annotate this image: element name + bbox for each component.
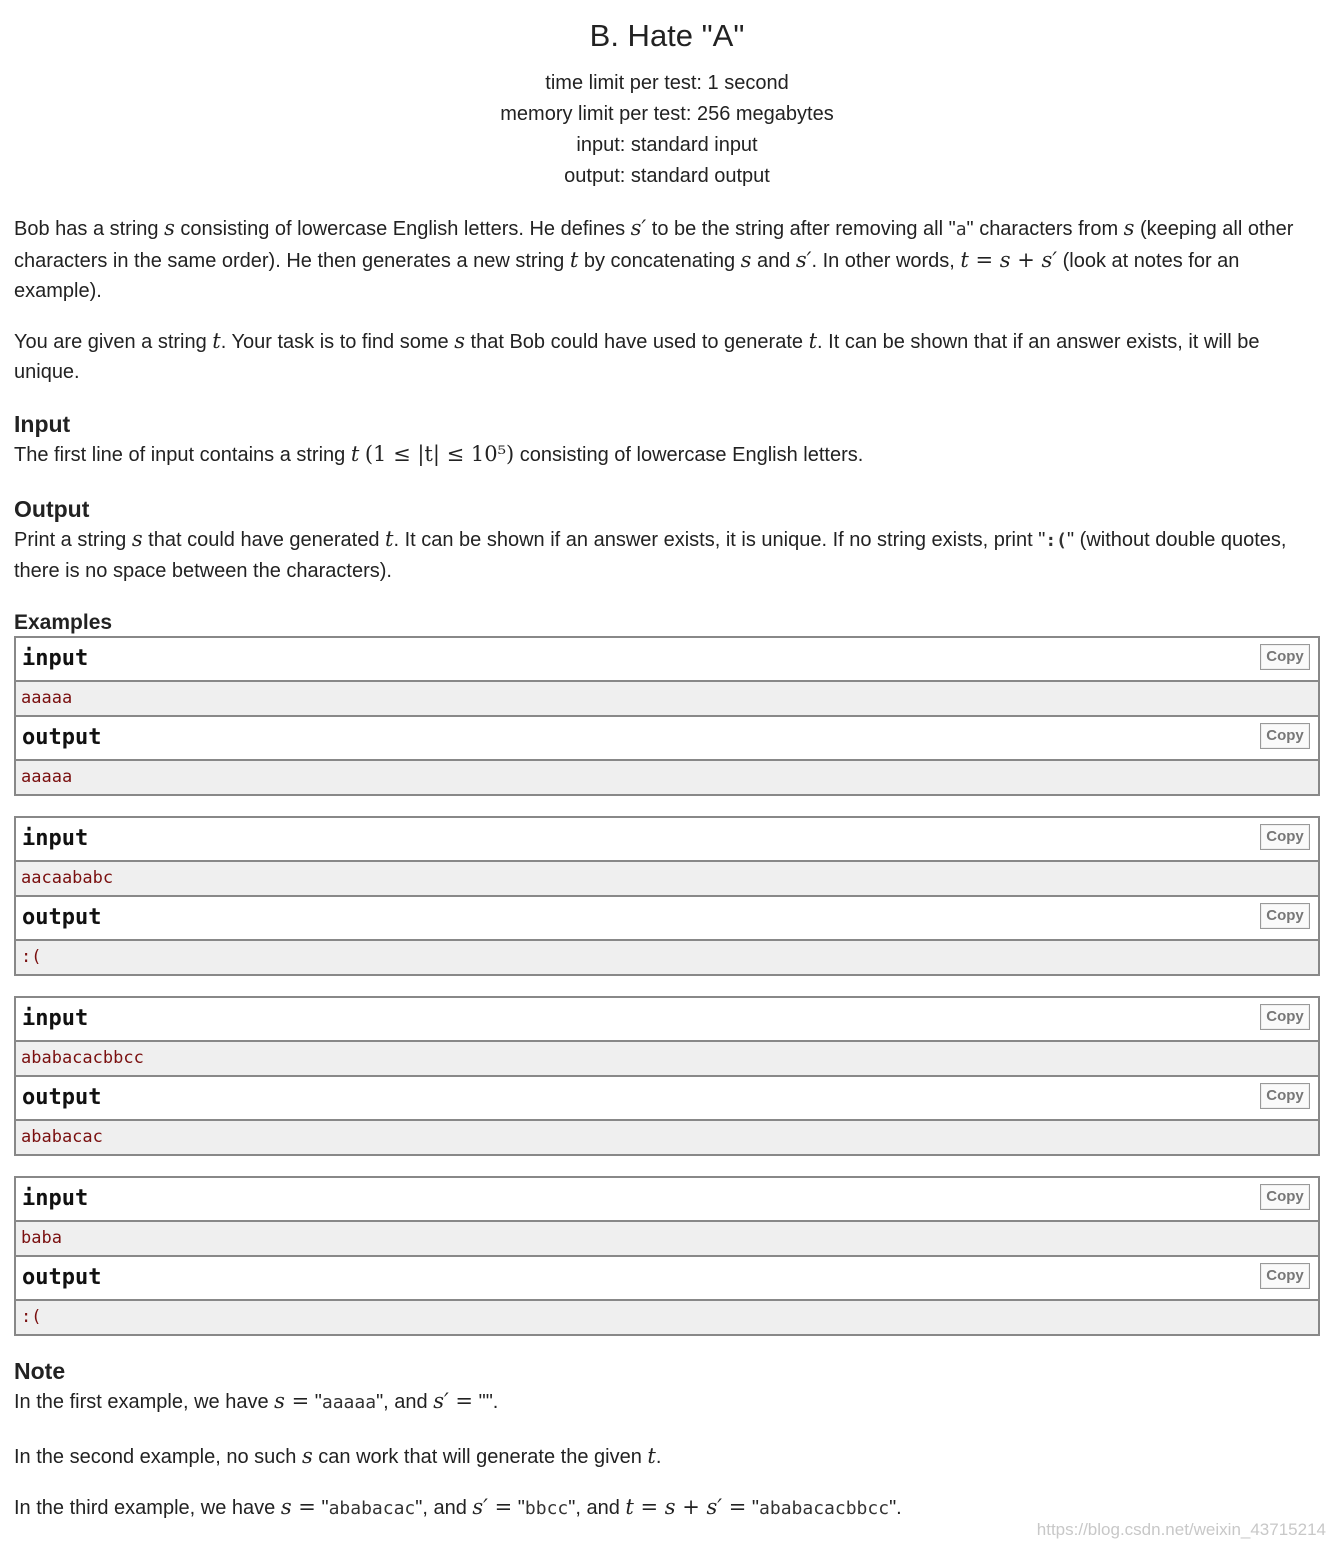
- copy-input-button[interactable]: Copy: [1260, 1004, 1310, 1030]
- copy-output-button[interactable]: Copy: [1260, 903, 1310, 929]
- example-output-value: ababacac: [16, 1121, 1318, 1154]
- watermark: https://blog.csdn.net/weixin_43715214: [1036, 1520, 1326, 1539]
- example-block: [14, 996, 1320, 1156]
- example-output-header: [16, 1077, 1318, 1121]
- statement-paragraph-1: Bob has a string s consisting of lowercase English letters. He defines s′ to be the string after removing all "a" characters from s (keeping all other characters in the same order). He then generates a new string t by concatenating s and s′. In other words, t = s + s′ (look at notes for an example).: [14, 216, 1294, 302]
- example-block: [14, 816, 1320, 976]
- example-input-label: input: [22, 1006, 89, 1031]
- copy-input-button[interactable]: Copy: [1260, 824, 1310, 850]
- input-section-title: Input: [14, 411, 71, 437]
- example-input-label: input: [22, 826, 89, 851]
- copy-input-button[interactable]: Copy: [1260, 1184, 1310, 1210]
- example-output-label: output: [22, 1265, 102, 1290]
- example-output-header: [16, 1257, 1318, 1301]
- copy-output-button[interactable]: Copy: [1260, 1083, 1310, 1109]
- example-output-header: [16, 717, 1318, 761]
- problem-title: B. Hate "A": [589, 18, 745, 53]
- example-output-value: aaaaa: [16, 761, 1318, 794]
- example-input-header: [16, 998, 1318, 1042]
- example-input-value: baba: [16, 1222, 1318, 1257]
- note-paragraph-1: In the first example, we have s = "aaaaa", and s′ = "".: [14, 1389, 499, 1413]
- examples-title: Examples: [14, 611, 113, 634]
- copy-input-button[interactable]: Copy: [1260, 644, 1310, 670]
- example-input-value: aaaaa: [16, 682, 1318, 717]
- note-paragraph-3: In the third example, we have s = "ababacac", and s′ = "bbcc", and t = s + s′ = "ababacacbbcc".: [14, 1495, 902, 1519]
- example-input-label: input: [22, 646, 89, 671]
- note-title: Note: [14, 1358, 66, 1384]
- output-type: output: standard output: [564, 165, 770, 187]
- time-limit: time limit per test: 1 second: [545, 72, 789, 94]
- output-section-title: Output: [14, 496, 90, 522]
- example-block: [14, 636, 1320, 796]
- problem-limits: [14, 68, 1320, 192]
- copy-output-button[interactable]: Copy: [1260, 1263, 1310, 1289]
- example-input-value: ababacacbbcc: [16, 1042, 1318, 1077]
- example-input-value: aacaababc: [16, 862, 1318, 897]
- problem-page: [0, 16, 1334, 1524]
- memory-limit: memory limit per test: 256 megabytes: [500, 103, 834, 125]
- example-input-label: input: [22, 1186, 89, 1211]
- copy-output-button[interactable]: Copy: [1260, 723, 1310, 749]
- input-section-text: The first line of input contains a string t (1 ≤ |t| ≤ 10⁵) consisting of lowercase English letters.: [14, 442, 864, 466]
- example-output-label: output: [22, 1085, 102, 1110]
- example-output-header: [16, 897, 1318, 941]
- example-output-value: :(: [16, 1301, 1318, 1334]
- examples-list: [14, 636, 1320, 1336]
- example-output-label: output: [22, 905, 102, 930]
- input-type: input: standard input: [576, 134, 758, 156]
- note-paragraph-2: In the second example, no such s can work that will generate the given t.: [14, 1444, 662, 1468]
- example-input-header: [16, 638, 1318, 682]
- example-block: [14, 1176, 1320, 1336]
- example-input-header: [16, 818, 1318, 862]
- example-output-value: :(: [16, 941, 1318, 974]
- statement-paragraph-2: You are given a string t. Your task is to find some s that Bob could have used to generate t. It can be shown that if an answer exists, it will be unique.: [14, 329, 1260, 383]
- example-input-header: [16, 1178, 1318, 1222]
- example-output-label: output: [22, 725, 102, 750]
- output-section-text: Print a string s that could have generated t. It can be shown if an answer exists, it is unique. If no string exists, print ":(" (without double quotes, there is no space between the characters).: [14, 527, 1287, 582]
